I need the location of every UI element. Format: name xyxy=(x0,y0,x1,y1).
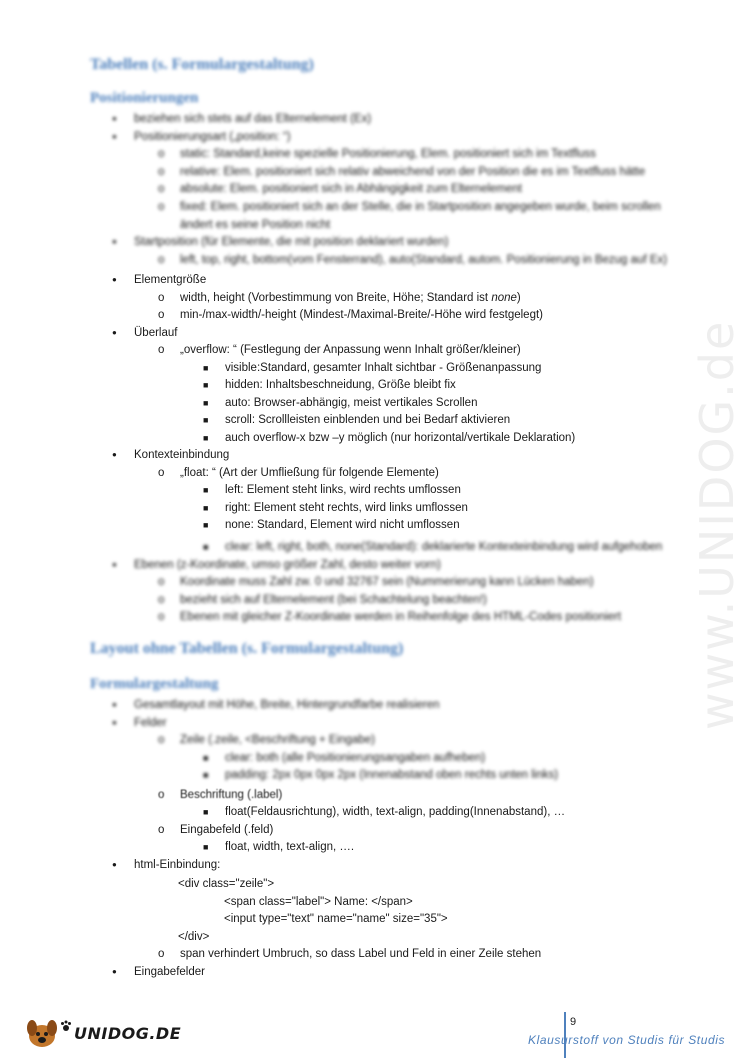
list-item-text-after: ) xyxy=(516,291,521,304)
heading-tabellen: Tabellen (s. Formulargestaltung) xyxy=(90,56,314,73)
bullet: ● xyxy=(112,717,117,727)
list-item-text: ändert es seine Position nicht xyxy=(180,218,331,231)
bullet: ● xyxy=(112,559,117,569)
list-item-text: Startposition (für Elemente, die mit position deklariert wurden) xyxy=(134,236,449,249)
bullet: ■ xyxy=(203,752,209,763)
bullet: ● xyxy=(112,859,117,869)
list-item-text: bezieht sich auf Elternelement (bei Schachtelung beachten!) xyxy=(180,593,487,606)
code-line: <input type="text" name="name" size="35"> xyxy=(224,913,448,925)
bullet: ■ xyxy=(203,502,209,513)
list-item-text: beziehen sich stets auf das Elternelement (Ex) xyxy=(134,113,372,125)
bullet: ● xyxy=(112,327,117,337)
bullet: ■ xyxy=(203,362,209,373)
list-item-text: static: Standard,keine spezielle Positionierung, Elem. positioniert sich im Textfluss xyxy=(180,148,596,161)
heading-formulargestaltung: Formulargestaltung xyxy=(90,676,219,692)
logo-text: UNIDOG.DE xyxy=(74,1024,182,1043)
list-item-text: scroll: Scrollleisten einblenden und bei Bedarf aktivieren xyxy=(225,414,511,426)
footer-text: Klausurstoff von Studis für Studis xyxy=(528,1033,726,1047)
list-item-text: clear: both (alle Positionierungsangaben aufheben) xyxy=(225,751,486,764)
list-item-text: absolute: Elem. positioniert sich in Abhängigkeit zum Elternelement xyxy=(180,183,522,196)
bullet: ● xyxy=(112,966,117,976)
list-item-text: min-/max-width/-height (Mindest-/Maximal-Breite/-Höhe wird festgelegt) xyxy=(180,309,544,321)
list-item-text: Positionierungsart („position: “) xyxy=(134,130,291,143)
bullet: ■ xyxy=(203,542,209,552)
list-item-text: Zeile (.zeile, <Beschriftung + Eingabe) xyxy=(180,734,375,746)
bullet: o xyxy=(158,734,165,746)
bullet: o xyxy=(158,183,165,196)
paw-icon xyxy=(60,1020,72,1032)
code-line: </div> xyxy=(178,930,210,943)
bullet: ■ xyxy=(203,520,209,530)
bullet: ● xyxy=(112,275,117,284)
bullet: o xyxy=(158,344,165,356)
list-item-text: Ebenen (z-Koordinate, umso größer Zahl, desto weiter vorn) xyxy=(134,558,441,571)
list-item-text: float, width, text-align, …. xyxy=(225,841,355,853)
list-item-text: relative: Elem. positioniert sich relativ abweichend von der Position die es im Textfluss hätte xyxy=(180,165,646,178)
list-item-text: Ebenen mit gleicher Z-Koordinate werden in Reihenfolge des HTML-Codes positioniert xyxy=(180,611,622,623)
list-item-text: none: Standard, Element wird nicht umflossen xyxy=(225,519,460,531)
bullet: ■ xyxy=(203,415,209,425)
bullet: o xyxy=(158,948,165,960)
bullet: ■ xyxy=(203,397,209,408)
bullet: o xyxy=(158,291,165,304)
bullet: o xyxy=(158,576,165,588)
list-item-text: auto: Browser-abhängig, meist vertikales Scrollen xyxy=(225,396,478,409)
list-item-text: visible:Standard, gesamter Inhalt sichtbar - Größenanpassung xyxy=(225,361,542,374)
unidog-logo xyxy=(22,1018,182,1050)
bullet: ■ xyxy=(203,485,209,495)
list-item-text: html-Einbindung: xyxy=(134,858,221,871)
bullet: ■ xyxy=(203,842,209,852)
list-item-text: auch overflow-x bzw –y möglich (nur horizontal/vertikale Deklaration) xyxy=(225,431,576,444)
list-item-text: Gesamtlayout mit Höhe, Breite, Hintergrundfarbe realisieren xyxy=(134,699,440,711)
bullet: o xyxy=(158,253,165,266)
list-item-text: hidden: Inhaltsbeschneidung, Größe bleibt fix xyxy=(225,379,456,391)
bullet: o xyxy=(158,309,165,321)
code-line: <div class="zeile"> xyxy=(178,878,275,890)
list-item-text: Elementgröße xyxy=(134,274,207,286)
list-item-text: left: Element steht links, wird rechts umflossen xyxy=(225,484,461,496)
dog-icon xyxy=(22,1018,62,1050)
bullet: o xyxy=(158,823,165,836)
bullet: o xyxy=(158,165,165,178)
bullet: ■ xyxy=(203,807,209,817)
bullet: ● xyxy=(112,450,117,459)
bullet: o xyxy=(158,148,165,161)
bullet: ■ xyxy=(203,770,209,780)
bullet: o xyxy=(158,611,165,623)
bullet: ● xyxy=(112,114,117,123)
page-number: 9 xyxy=(570,1016,577,1028)
list-item-text: Eingabefeld (.feld) xyxy=(180,823,274,836)
emphasis: none xyxy=(491,291,517,304)
list-item-text: width, height (Vorbestimmung von Breite, Höhe; Standard ist none) xyxy=(180,291,521,304)
list-item-text: float(Feldausrichtung), width, text-align, padding(Innenabstand), … xyxy=(225,806,566,818)
bullet: ■ xyxy=(203,432,209,443)
bullet: ● xyxy=(112,237,117,247)
bullet: o xyxy=(158,201,165,213)
code-line: <span class="label"> Name: </span> xyxy=(224,895,413,908)
list-item-text: padding: 2px 0px 0px 2px (Innenabstand oben rechts unten links) xyxy=(225,769,559,781)
bullet: ■ xyxy=(203,380,209,390)
list-item-text: „overflow: “ (Festlegung der Anpassung wenn Inhalt größer/kleiner) xyxy=(180,344,521,356)
list-item-text: Felder xyxy=(134,716,167,729)
heading-positionierungen: Positionierungen xyxy=(90,90,199,106)
list-item-text: right: Element steht rechts, wird links umflossen xyxy=(225,501,468,514)
list-item-text: fixed: Elem. positioniert sich an der Stelle, die in Startposition angegeben wurde, beim scrollen xyxy=(180,201,661,213)
list-item-text: Überlauf xyxy=(134,326,178,339)
bullet: o xyxy=(158,789,165,801)
list-item-text: Eingabefelder xyxy=(134,965,205,978)
heading-layout: Layout ohne Tabellen (s. Formulargestaltung) xyxy=(90,640,404,657)
bullet: ● xyxy=(112,131,117,141)
bullet: o xyxy=(158,466,165,479)
list-item-text: Beschriftung (.label) xyxy=(180,789,283,801)
watermark: www.UNIDOG.de xyxy=(690,319,744,730)
list-item-text: span verhindert Umbruch, so dass Label und Feld in einer Zeile stehen xyxy=(180,948,542,960)
bullet: o xyxy=(158,593,165,606)
list-item-text: „float: “ (Art der Umfließung für folgende Elemente) xyxy=(180,466,439,479)
list-item-text: Kontexteinbindung xyxy=(134,449,230,461)
list-item-text: left, top, right, bottom(vom Fensterrand), auto(Standard, autom. Positionierung in Bezug auf Ex) xyxy=(180,253,668,266)
list-item-text: clear: left, right, both, none(Standard): deklarierte Kontexteinbindung wird aufgehoben xyxy=(225,541,663,553)
bullet: ● xyxy=(112,700,117,709)
list-item-text: Koordinate muss Zahl zw. 0 und 32767 sein (Nummerierung kann Lücken haben) xyxy=(180,576,594,588)
